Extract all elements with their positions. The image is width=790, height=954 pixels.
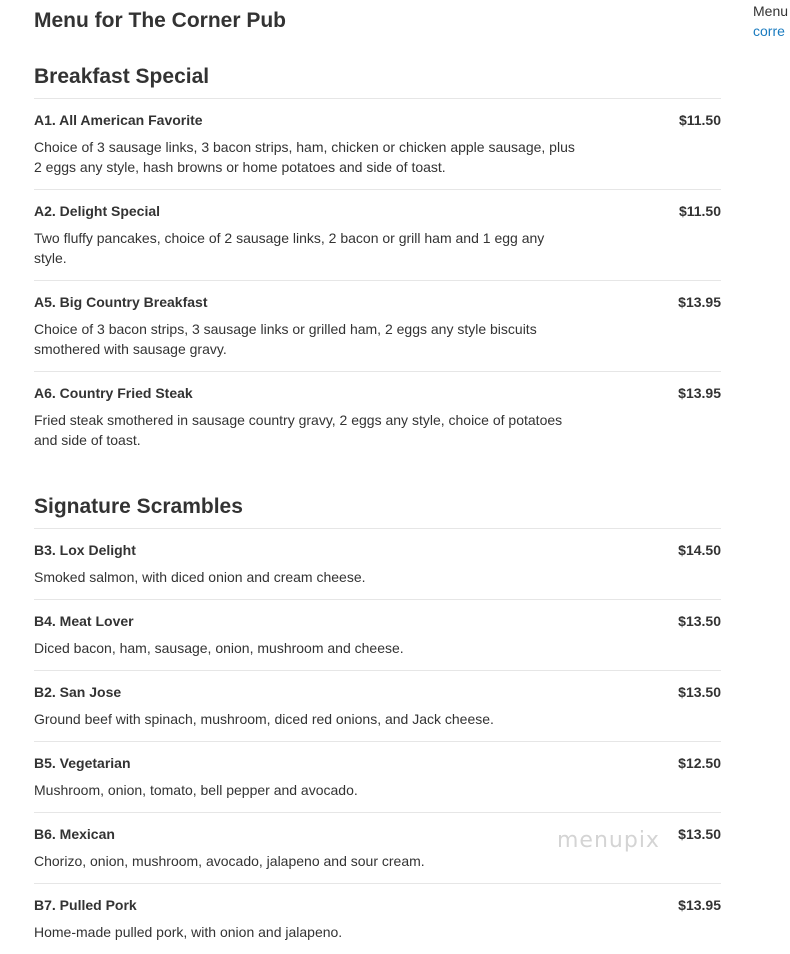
menu-item	[34, 884, 721, 954]
menu-item	[34, 190, 721, 281]
item-price: $13.50	[678, 684, 721, 700]
sidebar-text: Menu	[753, 3, 789, 19]
item-name: A2. Delight Special	[34, 203, 161, 219]
item-description: Diced bacon, ham, sausage, onion, mushroom and cheese.	[34, 640, 404, 656]
item-price: $14.50	[678, 542, 721, 558]
item-description: Two fluffy pancakes, choice of 2 sausage links, 2 bacon or grill ham and 1 egg any style.	[34, 230, 545, 266]
item-price: $11.50	[678, 203, 721, 219]
item-name: B3. Lox Delight	[34, 542, 136, 558]
menu-section-breakfast-special	[34, 65, 721, 462]
item-price: $11.50	[678, 112, 721, 128]
item-name: B6. Mexican	[34, 826, 115, 842]
item-price: $13.95	[678, 897, 721, 913]
menu-item	[34, 742, 721, 813]
menu-item	[34, 529, 721, 600]
item-description: Home-made pulled pork, with onion and jalapeno.	[34, 924, 343, 940]
item-name: A6. Country Fried Steak	[34, 385, 193, 401]
menu-item	[34, 99, 721, 190]
menu-item	[34, 671, 721, 742]
item-name: B2. San Jose	[34, 684, 122, 700]
item-price: $13.50	[678, 826, 721, 842]
item-description: Ground beef with spinach, mushroom, diced red onions, and Jack cheese.	[34, 711, 494, 727]
menu-main	[34, 0, 721, 954]
item-name: B5. Vegetarian	[34, 755, 131, 771]
item-name: B4. Meat Lover	[34, 613, 134, 629]
item-price: $12.50	[678, 755, 721, 771]
menu-item	[34, 372, 721, 462]
watermark-logo: menupix	[557, 828, 660, 853]
item-price: $13.95	[678, 294, 721, 310]
section-title: Breakfast Special	[34, 65, 721, 99]
item-name: A5. Big Country Breakfast	[34, 294, 208, 310]
item-description: Fried steak smothered in sausage country gravy, 2 eggs any style, choice of potatoes and side of toast.	[34, 412, 563, 448]
item-description: Choice of 3 bacon strips, 3 sausage links or grilled ham, 2 eggs any style biscuits smothered with sausage gravy.	[34, 321, 537, 357]
menu-item	[34, 600, 721, 671]
item-description: Choice of 3 sausage links, 3 bacon strips, ham, chicken or chicken apple sausage, plus 2 eggs any style, hash browns or home potatoes and side of toast.	[34, 139, 575, 175]
page-title: Menu for The Corner Pub	[34, 9, 286, 32]
item-description: Chorizo, onion, mushroom, avocado, jalapeno and sour cream.	[34, 853, 425, 869]
section-title: Signature Scrambles	[34, 495, 721, 529]
sidebar	[753, 1, 788, 41]
item-name: A1. All American Favorite	[34, 112, 203, 128]
item-description: Smoked salmon, with diced onion and cream cheese.	[34, 569, 366, 585]
menu-section-signature-scrambles	[34, 495, 721, 954]
menu-item	[34, 281, 721, 372]
item-price: $13.50	[678, 613, 721, 629]
item-name: B7. Pulled Pork	[34, 897, 137, 913]
sidebar-link[interactable]: corre	[753, 23, 785, 39]
item-price: $13.95	[678, 385, 721, 401]
item-description: Mushroom, onion, tomato, bell pepper and avocado.	[34, 782, 358, 798]
